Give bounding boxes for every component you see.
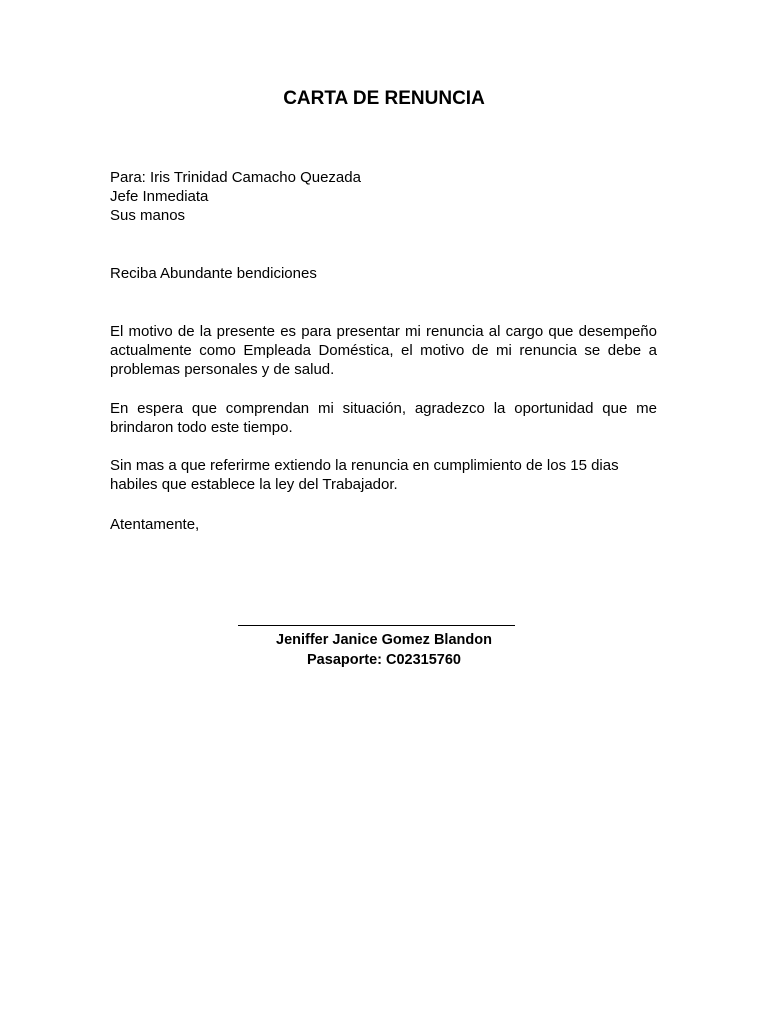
recipient-position-line: Jefe Inmediata — [110, 188, 209, 205]
closing: Atentamente, — [110, 516, 200, 533]
document-title: CARTA DE RENUNCIA — [283, 88, 485, 109]
body-paragraph-1: El motivo de la presente es para presentar mi renuncia al cargo que desempeño actualmente como Empleada Doméstica, el motivo de mi renuncia se debe a problemas personales y de salud. — [110, 323, 657, 379]
recipient-address-line: Sus manos — [110, 207, 186, 224]
signature-line — [238, 625, 515, 626]
signature-block — [0, 630, 768, 670]
signer-passport: Pasaporte: C02315760 — [307, 652, 461, 668]
body-paragraph-2: En espera que comprendan mi situación, agradezco la oportunidad que me brindaron todo este tiempo. — [110, 399, 657, 436]
letter-body — [110, 322, 657, 513]
body-paragraph-3: Sin mas a que referirme extiendo la renuncia en cumplimiento de los 15 dias habiles que establece la ley del Trabajador. — [110, 457, 619, 494]
recipient-name-line: Para: Iris Trinidad Camacho Quezada — [110, 169, 361, 186]
recipient-block — [110, 168, 657, 225]
signer-name: Jeniffer Janice Gomez Blandon — [276, 632, 492, 648]
greeting: Reciba Abundante bendiciones — [110, 265, 317, 282]
